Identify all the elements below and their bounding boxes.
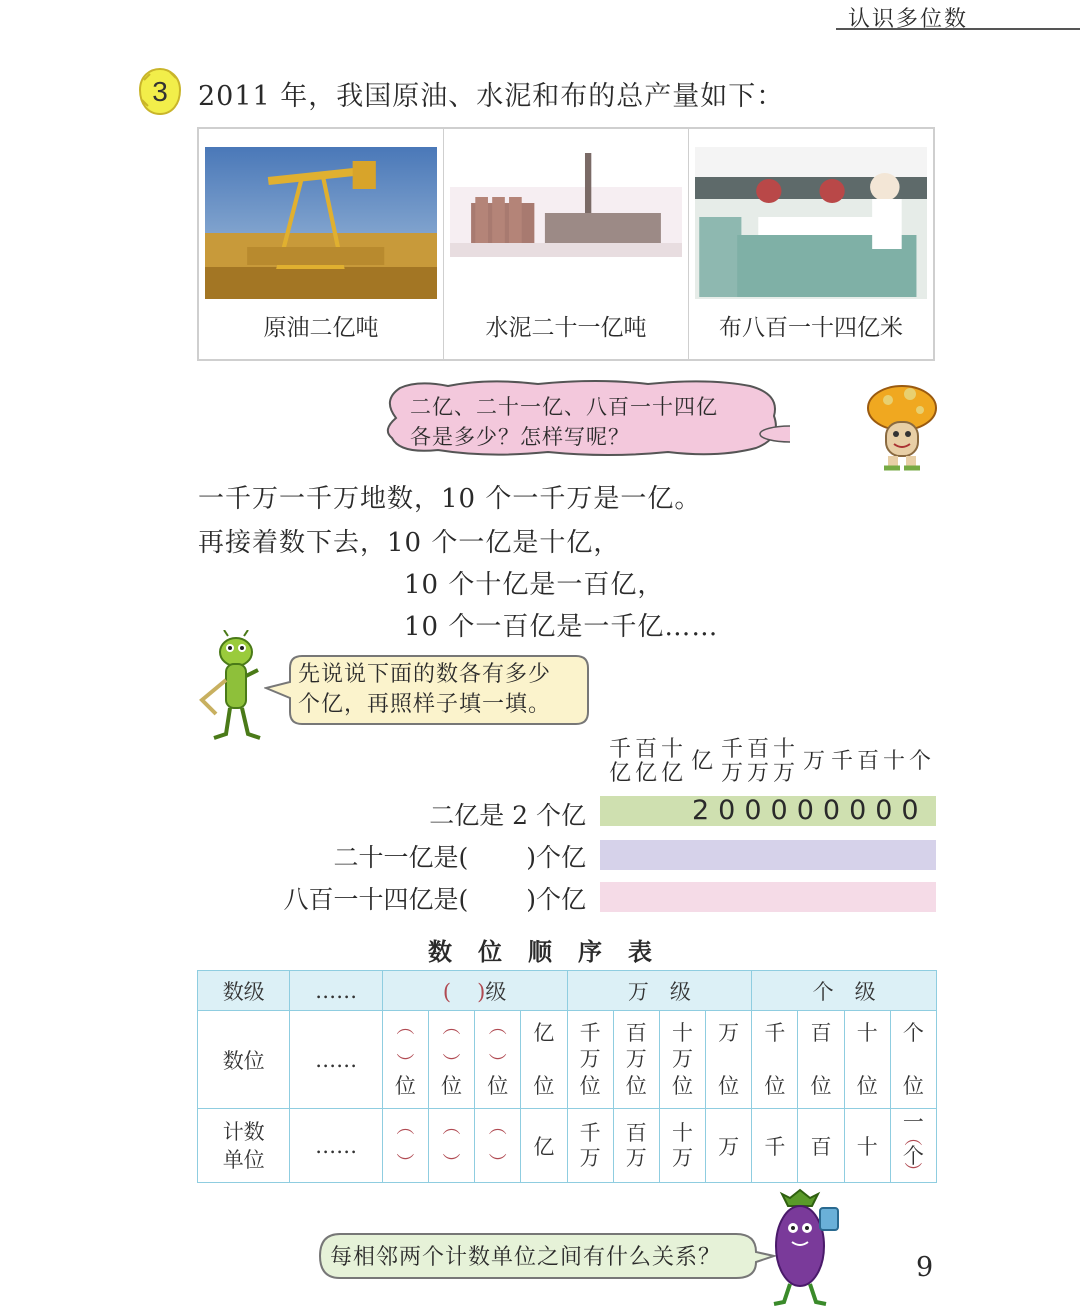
fill-row-1-label: 二亿是 2 个亿 [429, 801, 586, 830]
page-number: 9 [916, 1252, 934, 1283]
photo-cell-cloth [689, 129, 933, 359]
col-head-shiwan: 十 万 [772, 737, 795, 786]
photo-cell-oil [199, 129, 444, 359]
table-row-levels [198, 971, 937, 1011]
cell-place-blank-2[interactable]: ︵ ︶ 位 [428, 1011, 474, 1109]
speech-bubble-green-text: 每相邻两个计数单位之间有什么关系？ [330, 1245, 722, 1270]
counting-line-3: 10 个十亿是一百亿， [404, 570, 665, 600]
cell-place-shiwan: 十 万 位 [659, 1011, 705, 1109]
cell-place-bai: 百 位 [798, 1011, 844, 1109]
cell-yi-level[interactable]: ( )级 [382, 971, 567, 1011]
problem-number-badge [136, 66, 184, 118]
col-head-wan: 万 [802, 749, 825, 774]
speech-bubble-pink-text [410, 392, 718, 452]
cell-unit-blank-2[interactable]: ︵ ︶ [428, 1109, 474, 1183]
cell-unit-ge: 一 ︵ 个 ︶ [890, 1109, 936, 1183]
cement-factory-photo [450, 147, 682, 299]
cell-unit-baiwan: 百 万 [613, 1109, 659, 1183]
photo-caption-cloth: 布八百一十四亿米 [719, 315, 903, 341]
table-row-places [198, 1011, 937, 1109]
cell-place-ge: 个 位 [890, 1011, 936, 1109]
cell-place-wan: 万 位 [706, 1011, 752, 1109]
counting-line-2: 再接着数下去，10 个一亿是十亿， [198, 528, 621, 558]
problem-number: 3 [152, 76, 168, 107]
col-head-shi: 十 [882, 749, 905, 774]
photo-caption-oil: 原油二亿吨 [263, 315, 379, 341]
fill-row-1-digits: 200000000 [692, 795, 928, 826]
oil-pump-photo [205, 147, 437, 299]
cell-unit-blank-3[interactable]: ︵ ︶ [475, 1109, 521, 1183]
problem-text: 2011 年，我国原油、水泥和布的总产量如下： [198, 81, 785, 112]
fill-row-2-label: 二十一亿是( )个亿 [333, 843, 586, 872]
photo-cell-cement [444, 129, 689, 359]
speech1-line2: 各是多少？怎样写呢？ [410, 425, 630, 449]
cell-unit-qianwan: 千 万 [567, 1109, 613, 1183]
cell-unit-blank-1[interactable]: ︵ ︶ [382, 1109, 428, 1183]
cell-unit-bai: 百 [798, 1109, 844, 1183]
place-value-table-title: 数 位 顺 序 表 [428, 938, 652, 966]
cell-unit-shi: 十 [844, 1109, 890, 1183]
col-head-baiyi: 百 亿 [634, 737, 657, 786]
fill-row-3-bar[interactable] [600, 882, 936, 912]
fill-row-3-label: 八百一十四亿是( )个亿 [283, 885, 586, 914]
col-head-baiwan: 百 万 [746, 737, 769, 786]
col-head-qian: 千 [830, 749, 853, 774]
photo-strip [197, 127, 935, 361]
cell-place-qianwan: 千 万 位 [567, 1011, 613, 1109]
cell-units-head: 计数 单位 [198, 1109, 290, 1183]
counting-line-1: 一千万一千万地数，10 个一千万是一亿。 [198, 484, 702, 514]
col-head-yi: 亿 [690, 749, 713, 774]
cell-units-dots: …… [290, 1109, 382, 1183]
counting-line-4: 10 个一百亿是一千亿…… [404, 612, 719, 642]
col-head-qianwan: 千 万 [720, 737, 743, 786]
cell-place-blank-3[interactable]: ︵ ︶ 位 [475, 1011, 521, 1109]
table-row-units [198, 1109, 937, 1183]
speech2-line2: 个亿，再照样子填一填。 [298, 692, 552, 717]
cell-ge-level: 个 级 [752, 971, 937, 1011]
textile-machine-photo [695, 147, 927, 299]
cell-place-baiwan: 百 万 位 [613, 1011, 659, 1109]
col-head-qianyi: 千 亿 [608, 737, 631, 786]
cell-levels-dots: …… [290, 971, 382, 1011]
header-rule [836, 28, 1080, 30]
eggplant-mascot-icon [760, 1188, 848, 1308]
cell-levels-head: 数级 [198, 971, 290, 1011]
speech1-line1: 二亿、二十一亿、八百一十四亿 [410, 395, 718, 419]
cell-place-qian: 千 位 [752, 1011, 798, 1109]
photo-caption-cement: 水泥二十一亿吨 [485, 315, 647, 341]
col-head-ge: 个 [908, 749, 931, 774]
cell-unit-yi: 亿 [521, 1109, 567, 1183]
fill-row-2-bar[interactable] [600, 840, 936, 870]
mushroom-mascot-icon [862, 378, 942, 474]
chapter-title: 认识多位数 [847, 7, 968, 32]
cell-places-dots: …… [290, 1011, 382, 1109]
col-head-bai: 百 [856, 749, 879, 774]
cell-unit-shiwan: 十 万 [659, 1109, 705, 1183]
cell-place-blank-1[interactable]: ︵ ︶ 位 [382, 1011, 428, 1109]
cell-place-yi: 亿 位 [521, 1011, 567, 1109]
grasshopper-mascot-icon [196, 630, 272, 742]
cell-place-shi: 十 位 [844, 1011, 890, 1109]
cell-unit-wan: 万 [706, 1109, 752, 1183]
cell-wan-level: 万 级 [567, 971, 752, 1011]
speech-bubble-yellow-text [298, 660, 551, 720]
place-value-table [197, 970, 937, 1183]
speech2-line1: 先说说下面的数各有多少 [298, 662, 552, 687]
cell-places-head: 数位 [198, 1011, 290, 1109]
col-head-shiyi: 十 亿 [660, 737, 683, 786]
cell-unit-qian: 千 [752, 1109, 798, 1183]
